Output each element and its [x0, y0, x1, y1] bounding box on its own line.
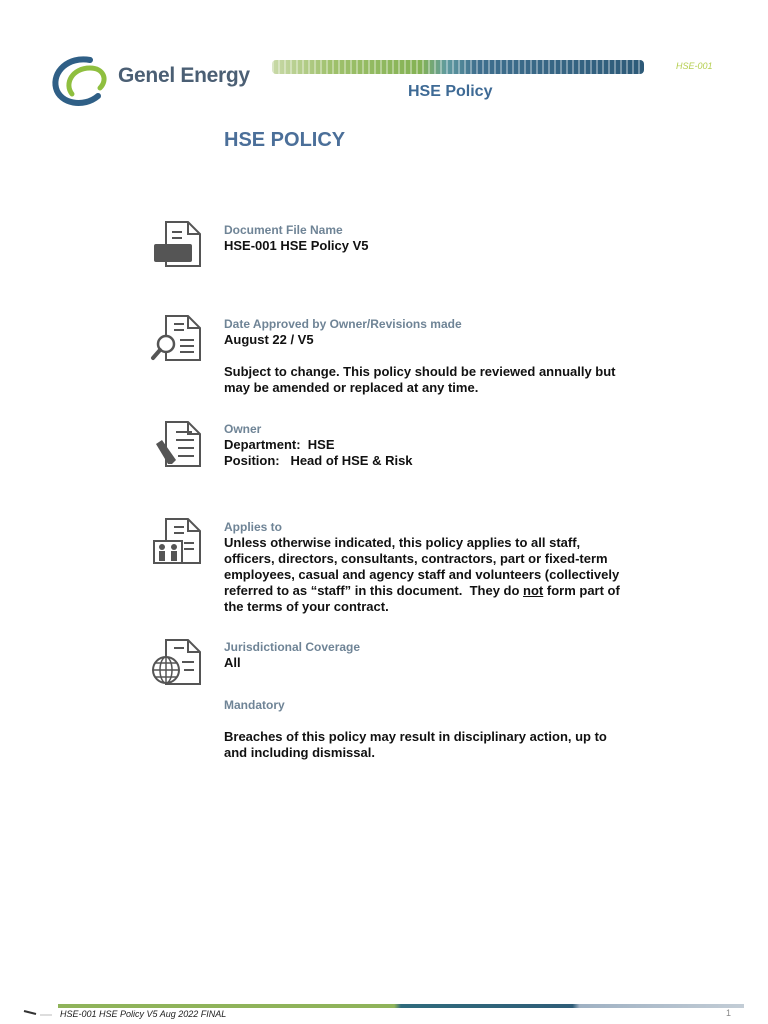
mandatory-label: Mandatory	[224, 698, 285, 712]
review-note-line: Subject to change. This policy should be reviewed annually but	[224, 364, 616, 379]
applies-to-line: officers, directors, consultants, contractors, part or fixed-term	[224, 551, 608, 566]
file-name-value: HSE-001 HSE Policy V5	[224, 238, 369, 253]
review-note-line: may be amended or replaced at any time.	[224, 380, 479, 395]
page-number: 1	[726, 1008, 732, 1018]
section-owner	[224, 422, 664, 469]
owner-label: Owner	[224, 422, 262, 436]
jurisdiction-label: Jurisdictional Coverage	[224, 640, 361, 654]
document-people-icon	[150, 515, 206, 567]
date-approved-value: August 22 / V5	[224, 332, 314, 347]
header-decorative-bar	[272, 60, 644, 74]
mandatory-text-line: and including dismissal.	[224, 745, 375, 760]
section-jurisdiction	[224, 640, 664, 671]
footer-mark-icon	[22, 1009, 56, 1017]
emphasis-not: not	[523, 583, 544, 598]
document-search-icon	[150, 312, 206, 364]
genel-swirl-icon	[50, 54, 116, 110]
applies-to-line: employees, casual and agency staff and volunteers (collectively	[224, 567, 620, 582]
applies-to-text: referred to as “staff” in this document. They do	[224, 583, 524, 598]
file-name-label: Document File Name	[224, 223, 343, 237]
document-edit-icon	[150, 418, 206, 470]
section-file-name	[224, 223, 664, 254]
header-title: HSE Policy	[408, 83, 493, 100]
document-globe-icon	[150, 636, 206, 688]
footer-text: HSE-001 HSE Policy V5 Aug 2022 FINAL	[60, 1009, 227, 1019]
brand-name: Genel Energy	[118, 64, 250, 87]
mandatory-text-line: Breaches of this policy may result in disciplinary action, up to	[224, 729, 607, 744]
applies-to-label: Applies to	[224, 520, 283, 534]
applies-to-line	[224, 583, 664, 599]
jurisdiction-value: All	[224, 655, 241, 670]
section-applies-to	[224, 520, 664, 615]
section-mandatory	[224, 698, 664, 761]
footer-bar	[58, 1004, 744, 1008]
applies-to-line: the terms of your contract.	[224, 599, 389, 614]
owner-position: Position: Head of HSE & Risk	[224, 453, 413, 468]
applies-to-line: Unless otherwise indicated, this policy applies to all staff,	[224, 535, 581, 550]
section-date-approved	[224, 317, 664, 396]
owner-department: Department: HSE	[224, 437, 335, 452]
page-title: HSE POLICY	[224, 129, 346, 151]
doc-code: HSE-001	[676, 61, 713, 71]
date-approved-label: Date Approved by Owner/Revisions made	[224, 317, 462, 331]
genel-energy-logo	[50, 54, 260, 110]
document-icon	[150, 218, 206, 270]
applies-to-text: form part of	[543, 583, 620, 598]
